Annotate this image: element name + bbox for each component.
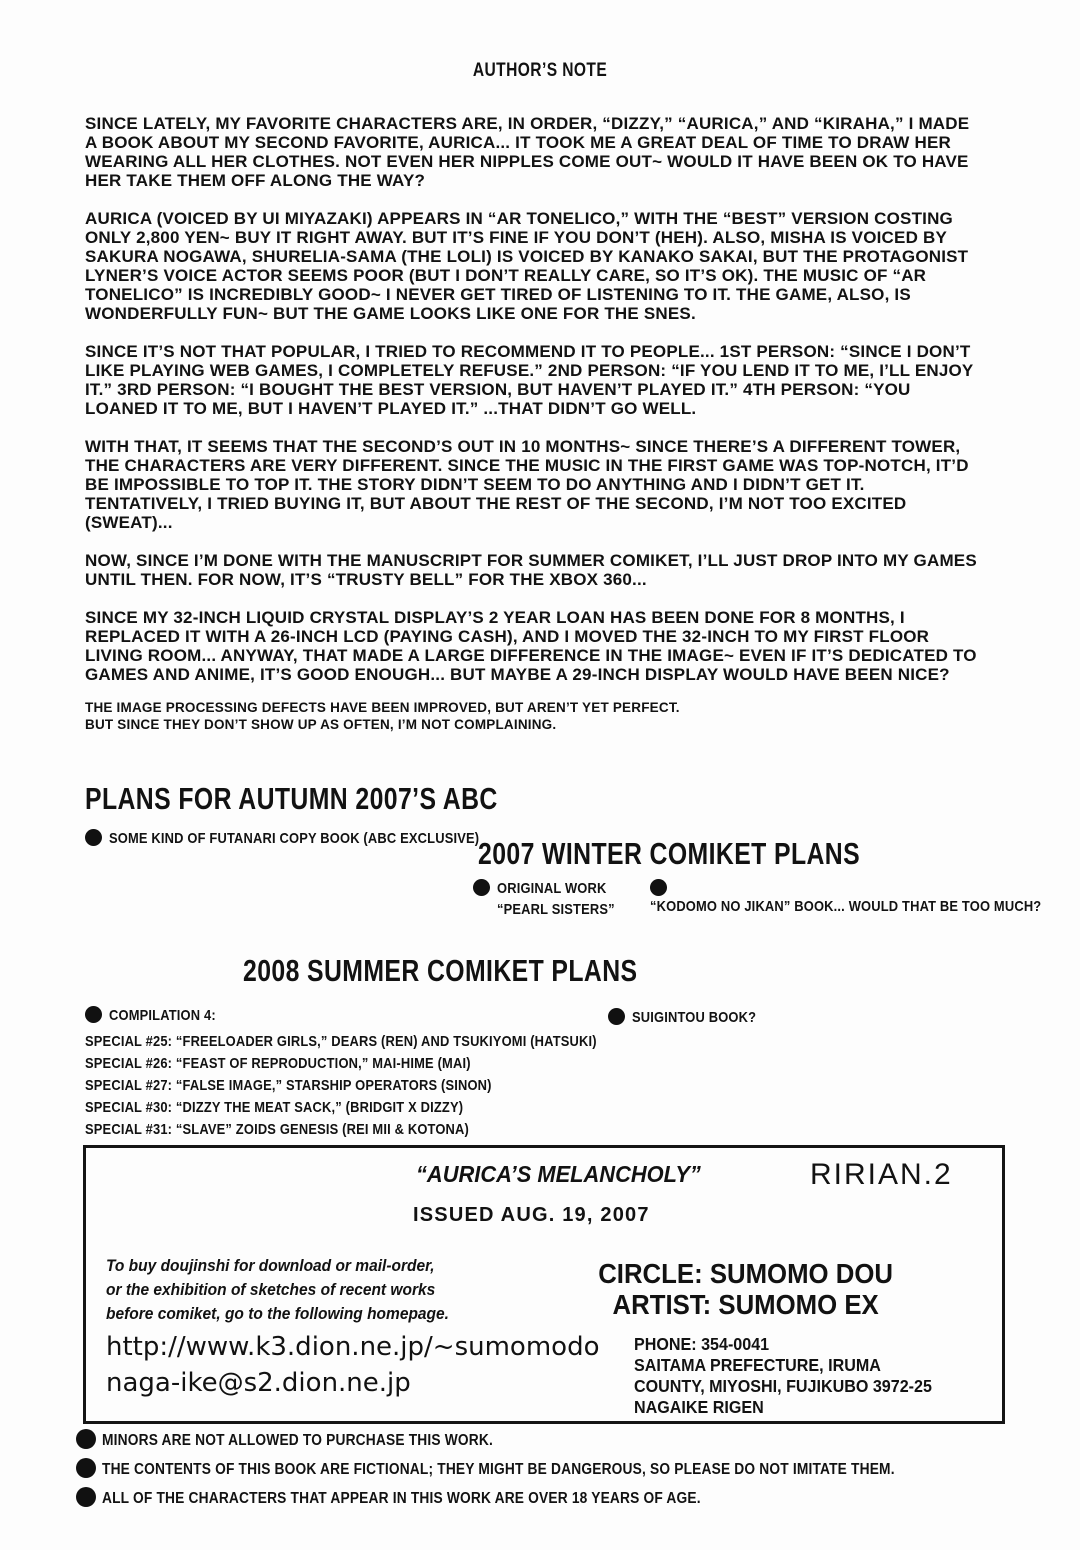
disclaimer-item [76,1487,1024,1516]
special-item: SPECIAL #30: “DIZZY THE MEAT SACK,” (BRIDGIT X DIZZY) [85,1099,464,1116]
disclaimer-text: MINORS ARE NOT ALLOWED TO PURCHASE THIS WORK. [102,1431,493,1449]
note-paragraph: WITH THAT, IT SEEMS THAT THE SECOND’S OUT IN 10 MONTHS~ SINCE THERE’S A DIFFERENT TOWER, THE CHARACTERS ARE VERY DIFFERENT. SINCE THE MUSIC IN THE FIRST GAME WAS TOP-NOTCH, IT’D BE IMPOSSIBLE TO TOP IT. THE STORY DIDN’T SEEM TO DO ANYTHING AND I DIDN’T GET IT. TENTATIVELY, I TRIED BUYING IT, BUT ABOUT THE REST OF THE SECOND, I’M NOT TOO EXCITED (SWEAT)... [85,437,969,532]
contact-line: COUNTY, MIYOSHI, FUJIKUBO 3972-25 [634,1376,932,1396]
note-paragraph: AURICA (VOICED BY UI MIYAZAKI) APPEARS IN “AR TONELICO,” WITH THE “BEST” VERSION COSTING ONLY 2,800 YEN~ BUY IT RIGHT AWAY. BUT IT’S FINE IF YOU DON’T (HEH). ALSO, MISHA IS VOICED BY SAKURA NOGAWA, SHURELIA-SAMA (THE LOLI) IS VOICED BY KANAKO SAKAI, BUT THE PROTAGONIST LYNER’S VOICE ACTOR SEEMS POOR (BUT I DON’T REALLY CARE, SO IT’S OK). THE MUSIC OF “AR TONELICO” IS INCREDIBLY GOOD~ I NEVER GET TIRED OF LISTENING TO IT. THE GAME, ALSO, IS WONDERFULLY FUN~ BUT THE GAME LOOKS LIKE ONE FOR THE SNES. [85,209,969,323]
bullet-icon [650,879,667,896]
footnote-line: BUT SINCE THEY DON’T SHOW UP AS OFTEN, I’M NOT COMPLAINING. [85,717,557,732]
contact-email: naga-ike@s2.dion.ne.jp [106,1368,411,1398]
note-paragraph: NOW, SINCE I’M DONE WITH THE MANUSCRIPT FOR SUMMER COMIKET, I’LL JUST DROP INTO MY GAMES UNTIL THEN. FOR NOW, IT’S “TRUSTY BELL” FOR THE XBOX 360... [85,551,977,589]
artist-name: ARTIST: SUMOMO EX [612,1289,879,1320]
summer-plans-heading: 2008 SUMMER COMIKET PLANS [243,953,638,988]
footnote [85,699,981,733]
summer-plan-item-compilation [85,1006,233,1025]
contact-line: PHONE: 354-0041 [634,1334,770,1354]
note-paragraph: SINCE IT’S NOT THAT POPULAR, I TRIED TO RECOMMEND IT TO PEOPLE... 1ST PERSON: “SINCE I DON’T LIKE PLAYING WEB GAMES, I COMPLETELY REFUSE.” 2ND PERSON: “IF YOU LEND IT TO ME, I’LL ENJOY IT.” 3RD PERSON: “I BOUGHT THE BEST VERSION, BUT HAVEN’T PLAYED IT.” 4TH PERSON: “YOU LOANED IT TO ME, BUT I HAVEN’T PLAYED IT.” ...THAT DIDN’T GO WELL. [85,342,974,418]
autumn-plans-heading: PLANS FOR AUTUMN 2007’S ABC [85,781,498,816]
winter-plan-label-line2: “PEARL SISTERS” [497,901,615,918]
bullet-icon [76,1429,96,1449]
homepage-note-line: or the exhibition of sketches of recent works [106,1281,436,1299]
disclaimer-text: ALL OF THE CHARACTERS THAT APPEAR IN THIS WORK ARE OVER 18 YEARS OF AGE. [102,1489,701,1507]
footnote-line: THE IMAGE PROCESSING DEFECTS HAVE BEEN IMPROVED, BUT AREN’T YET PERFECT. [85,700,680,715]
circle-artist-block [534,1258,957,1320]
note-paragraph: SINCE LATELY, MY FAVORITE CHARACTERS ARE, IN ORDER, “DIZZY,” “AURICA,” AND “KIRAHA,” I MADE A BOOK ABOUT MY SECOND FAVORITE, AURICA... IT TOOK ME A GREAT DEAL OF TIME TO DRAW HER WEARING ALL HER CLOTHES. NOT EVEN HER NIPPLES COME OUT~ WOULD IT HAVE BEEN OK TO HAVE HER TAKE THEM OFF ALONG THE WAY? [85,114,970,190]
authors-note-body [85,114,981,733]
special-item: SPECIAL #25: “FREELOADER GIRLS,” DEARS (REN) AND TSUKIYOMI (HATSUKI) [85,1033,597,1050]
book-title: “AURICA’S MELANCHOLY” [416,1161,701,1187]
page-title: AUTHOR’S NOTE [472,60,608,81]
special-item: SPECIAL #31: “SLAVE” ZOIDS GENESIS (REI MII & KOTONA) [85,1121,470,1138]
disclaimer-item [76,1429,1024,1458]
disclaimer-text: THE CONTENTS OF THIS BOOK ARE FICTIONAL; THEY MIGHT BE DANGEROUS, SO PLEASE DO NOT IMITATE THEM. [102,1460,895,1478]
publication-info-box [83,1145,1005,1424]
homepage-note-line: To buy doujinshi for download or mail-order, [106,1257,435,1275]
bullet-icon [85,829,102,846]
contact-line: SAITAMA PREFECTURE, IRUMA [634,1355,881,1375]
homepage-note-line: before comiket, go to the following homepage. [106,1305,449,1323]
summer-plan-item-suigintou [608,1008,776,1027]
summer-plan-label: SUIGINTOU BOOK? [632,1009,757,1026]
contact-line: NAGAIKE RIGEN [634,1397,764,1417]
special-item: SPECIAL #27: “FALSE IMAGE,” STARSHIP OPERATORS (SINON) [85,1077,492,1094]
disclaimer-list [76,1429,1024,1516]
winter-plan-label: “KODOMO NO JIKAN” BOOK... WOULD THAT BE TOO MUCH? [650,898,1042,915]
issue-date: ISSUED AUG. 19, 2007 [413,1204,650,1226]
winter-plan-item-original-work [473,879,634,919]
summer-plan-label: COMPILATION 4: [109,1007,216,1024]
contact-address-block [634,1334,932,1418]
note-paragraph: SINCE MY 32-INCH LIQUID CRYSTAL DISPLAY’S 2 YEAR LOAN HAS BEEN DONE FOR 8 MONTHS, I REPLACED IT WITH A 26-INCH LCD (PAYING CASH), AND I MOVED THE 32-INCH TO MY FIRST FLOOR LIVING ROOM... ANYWAY, THAT MADE A LARGE DIFFERENCE IN THE IMAGE~ EVEN IF IT’S DEDICATED TO GAMES AND ANIME, IT’S GOOD ENOUGH... BUT MAYBE A 29-INCH DISPLAY WOULD HAVE BEEN NICE? [85,608,977,684]
autumn-plan-label: SOME KIND OF FUTANARI COPY BOOK (ABC EXCLUSIVE) [109,830,480,847]
winter-plan-item-kodomo [650,879,1080,916]
bullet-icon [76,1487,96,1507]
edition-label: RIRIAN.2 [810,1158,953,1191]
homepage-note [106,1254,449,1326]
bullet-icon [76,1458,96,1478]
special-item: SPECIAL #26: “FEAST OF REPRODUCTION,” MAI-HIME (MAI) [85,1055,471,1072]
winter-plan-label: ORIGINAL WORK [497,880,607,897]
disclaimer-item [76,1458,1024,1487]
bullet-icon [473,879,490,896]
circle-name: CIRCLE: SUMOMO DOU [598,1258,894,1289]
homepage-url: http://www.k3.dion.ne.jp/~sumomodo [106,1332,600,1362]
winter-plans-heading: 2007 WINTER COMIKET PLANS [478,836,861,871]
bullet-icon [85,1006,102,1023]
summer-specials-list [85,1031,680,1141]
bullet-icon [608,1008,625,1025]
autumn-plan-item [85,829,540,848]
